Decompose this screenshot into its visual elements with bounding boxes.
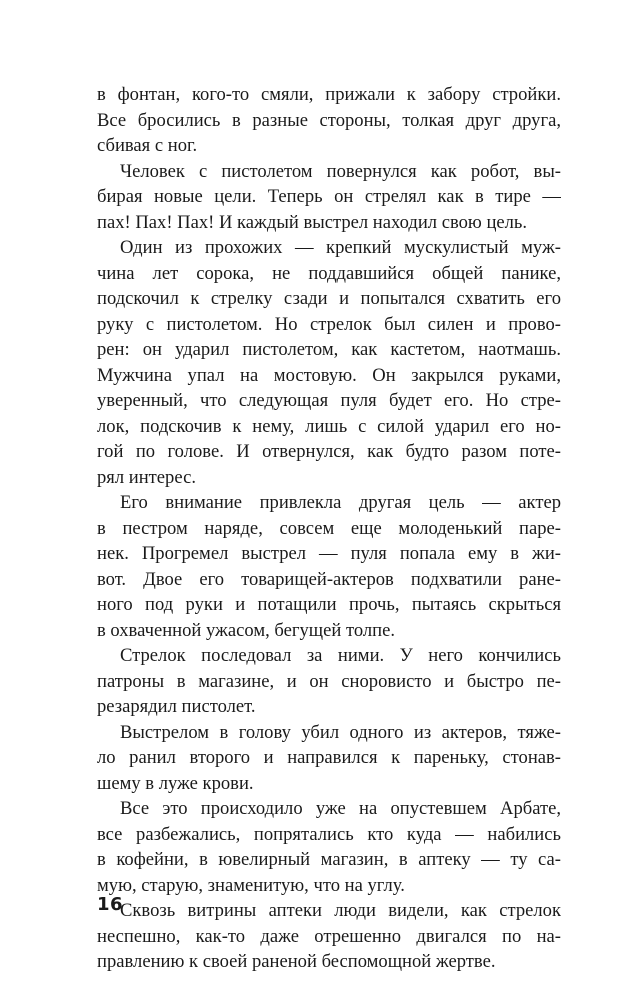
text-line: гой по голове. И отвернулся, как будто разом поте-	[97, 441, 561, 462]
text-line: сбивая с ног.	[97, 135, 198, 156]
text-line: ло ранил второго и направился к пареньку, стонав-	[97, 747, 561, 768]
text-line: чина лет сорока, не поддавшийся общей панике,	[97, 262, 561, 284]
text-line: ного под руки и потащили прочь, пытаясь скрыться	[97, 594, 561, 615]
text-line: все разбежались, попрятались кто куда — набились	[97, 823, 561, 845]
text-line: мую, старую, знаменитую, что на углу.	[97, 874, 405, 896]
text-line: патроны в магазине, и он сноровисто и быстро пе-	[97, 670, 561, 692]
paragraph	[97, 643, 561, 720]
text-line: пах! Пах! Пах! И каждый выстрел находил свою цель.	[97, 211, 528, 233]
text-line: шему в луже крови.	[97, 772, 254, 794]
body-text	[97, 82, 561, 975]
paragraph	[97, 82, 561, 159]
text-line: правлению к своей раненой беспомощной жертве.	[97, 951, 496, 972]
text-line: Все бросились в разные стороны, толкая друг друга,	[97, 109, 561, 131]
text-line: в пестром наряде, совсем еще молоденький парe-	[97, 517, 561, 539]
text-line: руку с пистолетом. Но стрелок был силен и прово-	[97, 313, 561, 335]
paragraph	[97, 720, 561, 797]
text-line: Стрелок последовал за ними. У него кончились	[120, 645, 561, 666]
text-line: Мужчина упал на мостовую. Он закрылся руками,	[97, 364, 561, 386]
text-line: в кофейни, в ювелирный магазин, в аптеку — ту са-	[97, 849, 561, 870]
text-line: подскочил к стрелку сзади и попытался схватить его	[97, 288, 561, 309]
text-line: бирая новые цели. Теперь он стрелял как в тире —	[97, 186, 561, 207]
text-line: нек. Прогремел выстрел — пуля попала ему в жи-	[97, 543, 561, 564]
text-line: Его внимание привлекла другая цель — актер	[120, 492, 561, 513]
text-line: Выстрелом в голову убил одного из актеров, тяже-	[120, 721, 561, 743]
text-line: рял интерес.	[97, 466, 196, 488]
text-line: Человек с пистолетом повернулся как робот, вы-	[120, 160, 561, 182]
text-line: Один из прохожих — крепкий мускулистый муж-	[120, 237, 561, 258]
text-line: в охваченной ужасом, бегущей толпе.	[97, 619, 396, 641]
text-line: рен: он ударил пистолетом, как кастетом, наотмашь.	[97, 339, 561, 360]
text-line: вот. Двое его товарищей-актеров подхватили ране-	[97, 568, 561, 590]
text-line: уверенный, что следующая пуля будет его. Но стре-	[97, 390, 561, 411]
text-line: в фонтан, кого-то смяли, прижали к забору стройки.	[97, 84, 561, 105]
text-line: неспешно, как-то даже отрешенно двигался по на-	[97, 925, 561, 947]
paragraph	[97, 490, 561, 643]
text-line: Все это происходило уже на опустевшем Арбате,	[120, 798, 561, 819]
text-line: лок, подскочив к нему, лишь с силой ударил его но-	[97, 415, 561, 437]
page-number: 16	[97, 894, 124, 915]
paragraph	[97, 898, 561, 975]
text-line: резарядил пистолет.	[97, 696, 256, 717]
paragraph	[97, 159, 561, 236]
paragraph	[97, 235, 561, 490]
text-line: Сквозь витрины аптеки люди видели, как стрелок	[120, 900, 561, 921]
paragraph	[97, 796, 561, 898]
